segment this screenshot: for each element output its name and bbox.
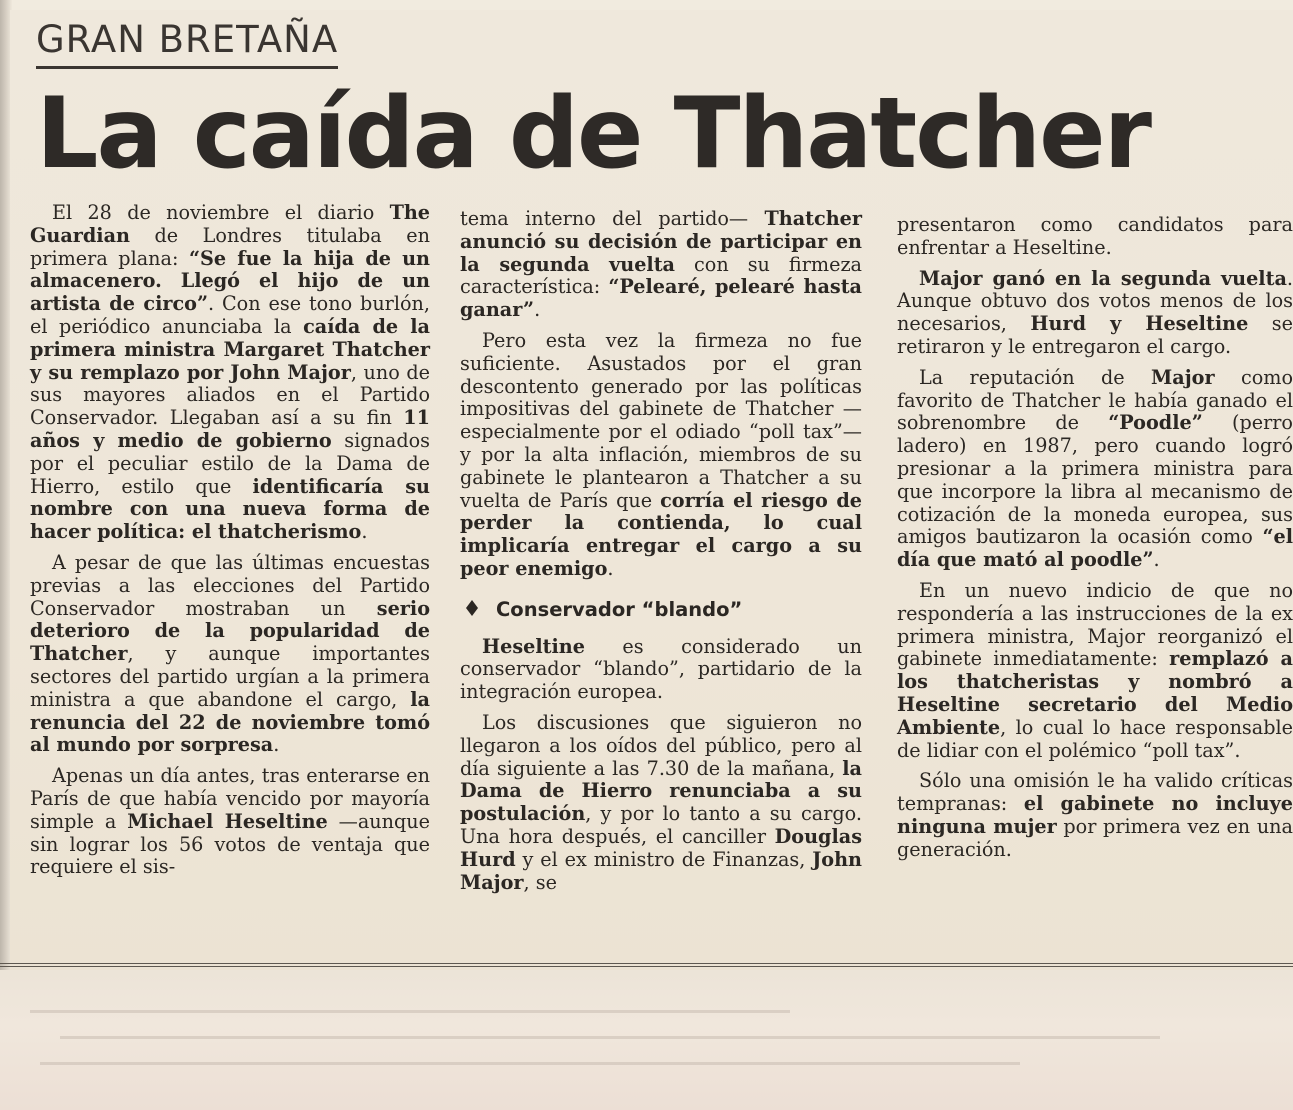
bold-run: la Dama de Hierro renunciaba a su postulación [460, 756, 862, 826]
column-1 [30, 202, 430, 887]
paragraph: A pesar de que las últimas encuestas previas a las elecciones del Partido Conservador mostraban un serio deterioro de la popularidad de Thatcher, y aunque importantes sectores del partido urgían a la primera ministra a que abandone el cargo, la renuncia del 22 de noviembre tomó al mundo por sorpresa. [30, 550, 430, 757]
paragraph: Major ganó en la segunda vuelta. Aunque obtuvo dos votos menos de los necesarios, Hurd y Heseltine se retiraron y le entregaron el cargo. [897, 266, 1293, 358]
paragraph: tema interno del partido— Thatcher anunció su decisión de participar en la segunda vuelta con su firmeza característica: “Pelearé, pelearé hasta ganar”. [460, 207, 862, 322]
bold-run: caída de la primera ministra Margaret Thatcher y su remplazo por John Major [30, 314, 430, 384]
paragraph: Apenas un día antes, tras enterarse en París de que había vencido por mayoría simple a Michael Heseltine —aunque sin lograr los 56 votos de ventaja que requiere el sis- [30, 764, 430, 879]
bold-run: corría el riesgo de perder la contienda, lo cual implicaría entregar el cargo a su peor enemigo [460, 488, 862, 580]
bold-run: Hurd y Heseltine [1030, 312, 1249, 336]
column-2-bottom [460, 636, 862, 895]
bold-run: Heseltine [482, 634, 585, 658]
paragraph: presentaron como candidatos para enfrentar a Heseltine. [897, 213, 1293, 259]
bold-run: identificaría su nombre con una nueva forma de hacer política: el thatcherismo [30, 474, 430, 544]
bold-run: el gabinete no incluye ninguna mujer [897, 792, 1293, 838]
bold-run: 11 años y medio de gobierno [30, 406, 430, 452]
diamond-icon [466, 599, 486, 622]
bleed-through-line [40, 1062, 1020, 1065]
paragraph: El 28 de noviembre el diario The Guardian de Londres titulaba en primera plana: “Se fue la hija de un almacenero. Llegó el hijo de un artista de circo”. Con ese tono burlón, el periódico anunciaba la caída de la primera ministra Margaret Thatcher y su remplazo por John Major, uno de sus mayores aliados en el Partido Conservador. Llegaban así a su fin 11 años y medio de gobierno signados por el peculiar estilo de la Dama de Hierro, estilo que identificaría su nombre con una nueva forma de hacer política: el thatcherismo. [30, 201, 431, 544]
column-2 [460, 208, 862, 902]
column-3 [897, 214, 1293, 870]
paragraph: En un nuevo indicio de que no respondería a las instrucciones de la ex primera ministra, Major reorganizó el gabinete inmediatamente: remplazó a los thatcheristas y nombró a Heseltine secretario del Medio Ambiente, lo cual lo hace responsable de lidiar con el polémico “poll tax”. [897, 578, 1293, 762]
bottom-rule [0, 963, 1293, 967]
headline: La caída de Thatcher [36, 77, 1150, 191]
subheading-text: Conservador “blando” [496, 597, 743, 621]
subheading [466, 599, 862, 622]
bold-run: “Se fue la hija de un almacenero. Llegó el hijo de un artista de circo” [30, 246, 430, 316]
bold-run: Major ganó en la segunda vuelta [919, 266, 1287, 290]
bleed-through-line [60, 1036, 1160, 1039]
paragraph: Heseltine es considerado un conservador “blando”, partidario de la integración europea. [460, 634, 862, 704]
bold-run: remplazó a los thatcheristas y nombró a Heseltine secretario del Medio Ambiente [897, 647, 1293, 739]
bold-run: Michael Heseltine [127, 809, 328, 833]
bold-run: la renuncia del 22 de noviembre tomó al mundo por sorpresa [30, 687, 430, 757]
bold-run: serio deterioro de la popularidad de Thatcher [30, 596, 430, 666]
paragraph: La reputación de Major como favorito de Thatcher le había ganado el sobrenombre de “Poodle” (perro ladero) en 1987, pero cuando logró presionar a la primera ministra para que incorpore la libra al mecanismo de cotización de la moneda europea, sus amigos bautizaron la ocasión como “el día que mató al poodle”. [897, 365, 1293, 572]
paper-below-clipping [0, 970, 1293, 1110]
bold-run: “Poodle” [1108, 411, 1203, 435]
bleed-through-line [30, 1010, 790, 1013]
bold-run: The Guardian [30, 201, 430, 247]
bold-run: Major [1151, 365, 1215, 389]
paragraph: Los discusiones que siguieron no llegaron a los oídos del público, pero al día siguiente a las 7.30 de la mañana, la Dama de Hierro renunciaba a su postulación, y por lo tanto a su cargo. Una hora después, el canciller Douglas Hurd y el ex ministro de Finanzas, John Major, se [460, 710, 862, 894]
section-label: GRAN BRETAÑA [36, 18, 338, 69]
paragraph: Sólo una omisión le ha valido críticas tempranas: el gabinete no incluye ninguna mujer por primera vez en una generación. [897, 769, 1293, 861]
bold-run: “el día que mató al poodle” [897, 525, 1293, 572]
bold-run: Douglas Hurd [460, 824, 862, 871]
bold-run: John Major [460, 847, 862, 894]
bold-run: “Pelearé, pelearé hasta ganar” [460, 275, 862, 322]
bold-run: Thatcher anunció su decisión de participar en la segunda vuelta [460, 207, 862, 276]
column-2-top [460, 208, 862, 581]
paragraph: Pero esta vez la firmeza no fue suficiente. Asustados por el gran descontento generado por las políticas impositivas del gabinete de Thatcher —especialmente por el odiado “poll tax”— y por la alta inflación, miembros de su gabinete le plantearon a Thatcher a su vuelta de París que corría el riesgo de perder la contienda, lo cual implicaría entregar el cargo a su peor enemigo. [460, 328, 862, 580]
